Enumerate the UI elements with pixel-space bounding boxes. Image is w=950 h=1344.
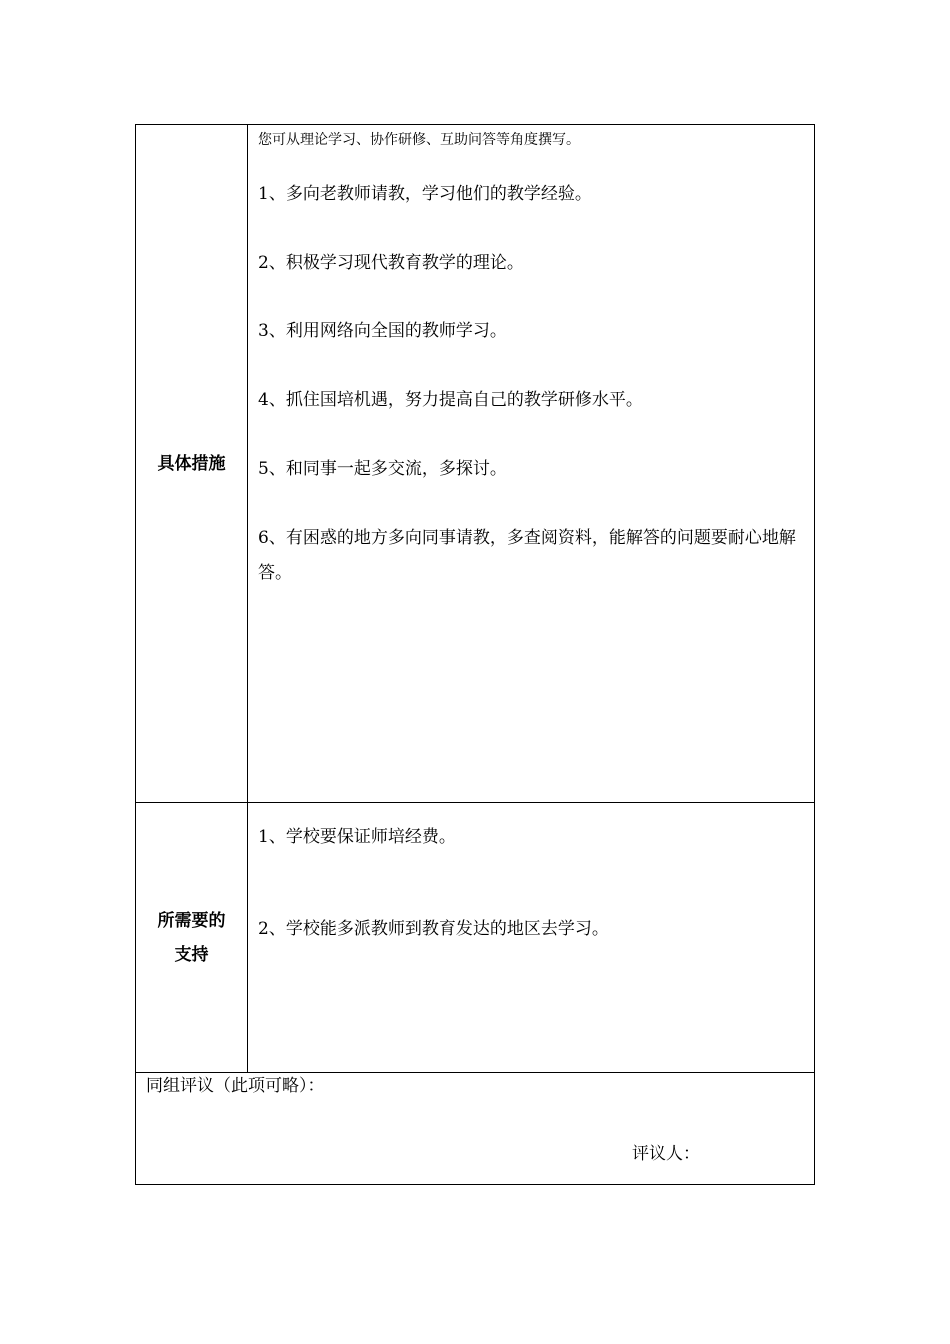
support-content <box>248 803 814 1072</box>
measures-row <box>136 125 814 803</box>
review-label: 同组评议（此项可略）： <box>146 1076 325 1096</box>
measure-item-4: 4、抓住国培机遇，努力提高自己的教学研修水平。 <box>258 390 643 410</box>
support-item-2: 2、学校能多派教师到教育发达的地区去学习。 <box>258 919 609 939</box>
support-label-line-1: 所需要的 <box>157 910 226 931</box>
support-label-line-2: 支持 <box>174 944 209 965</box>
support-label <box>136 803 248 1072</box>
measure-item-5: 5、和同事一起多交流，多探讨。 <box>258 459 507 479</box>
support-item-1: 1、学校要保证师培经费。 <box>258 827 456 847</box>
measures-label: 具体措施 <box>136 125 248 802</box>
reviewer-label: 评议人： <box>632 1144 700 1164</box>
measure-item-2: 2、积极学习现代教育教学的理论。 <box>258 253 524 273</box>
measure-item-1: 1、多向老教师请教，学习他们的教学经验。 <box>258 184 592 204</box>
measure-item-6: 6、有困惑的地方多向同事请教，多查阅资料，能解答的问题要耐心地解答。 <box>258 528 796 583</box>
measures-content <box>248 125 814 802</box>
plan-form-table <box>135 124 815 1185</box>
measure-item-3: 3、利用网络向全国的教师学习。 <box>258 321 507 341</box>
review-row <box>136 1073 814 1184</box>
support-row <box>136 803 814 1073</box>
measures-hint: 您可从理论学习、协作研修、互助问答等角度撰写。 <box>258 132 580 148</box>
